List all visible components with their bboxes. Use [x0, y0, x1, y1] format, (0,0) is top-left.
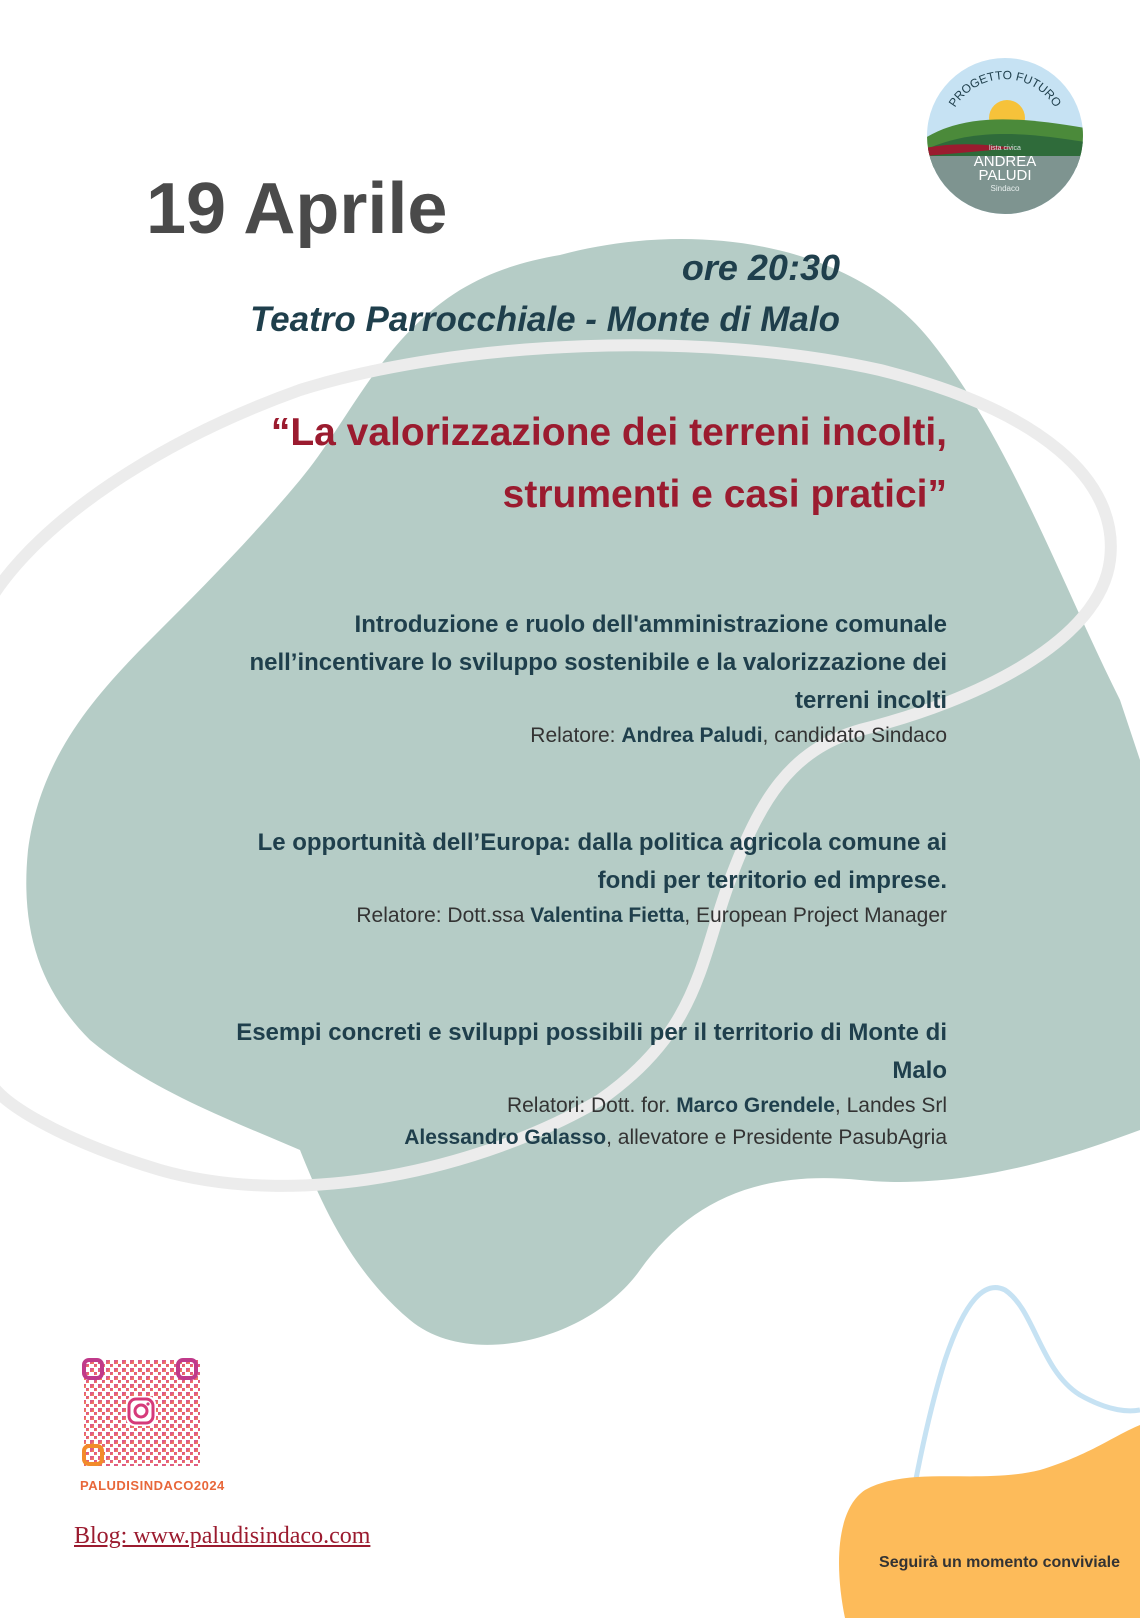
- orange-corner-shape: [839, 1425, 1140, 1618]
- talk-speaker: [107, 720, 947, 752]
- event-date: 19 Aprile: [146, 169, 448, 249]
- conviviale-note: Seguirà un momento conviviale: [879, 1554, 1120, 1571]
- event-title-line1: “La valorizzazione dei terreni incolti,: [270, 411, 947, 454]
- speaker-name: Andrea Paludi: [621, 724, 763, 747]
- talk-title-line: Esempi concreti e sviluppi possibili per il territorio di Monte di: [236, 1019, 947, 1046]
- talk-title-line: Introduzione e ruolo dell'amministrazione comunale: [354, 611, 947, 638]
- talk-title-line: terreni incolti: [794, 687, 947, 714]
- speaker-name: Valentina Fietta: [530, 904, 685, 927]
- speaker-prefix: Relatore: Dott.ssa: [356, 904, 531, 927]
- talk-title: [107, 606, 947, 720]
- talk-speaker: [107, 1090, 947, 1154]
- speaker-name: Marco Grendele: [676, 1094, 835, 1117]
- talk-title: [107, 1014, 947, 1090]
- qr-code-label: PALUDISINDACO2024: [80, 1478, 225, 1493]
- speaker-prefix: Relatori: Dott. for.: [506, 1094, 677, 1117]
- speaker-prefix: Relatore:: [530, 724, 622, 747]
- logo-subtitle: Sindaco: [990, 184, 1020, 193]
- event-title-line2: strumenti e casi pratici”: [502, 473, 947, 516]
- speaker-role: , Landes Srl: [834, 1094, 947, 1117]
- speaker-role: , European Project Manager: [684, 904, 947, 927]
- talk-title-line: nell’incentivare lo sviluppo sostenibile e la valorizzazione dei: [249, 649, 947, 676]
- event-title: [147, 402, 947, 526]
- talk-title-line: Le opportunità dell’Europa: dalla politica agricola comune ai: [257, 829, 947, 856]
- speaker-name: Alessandro Galasso: [404, 1126, 607, 1149]
- blog-link[interactable]: Blog: www.paludisindaco.com: [74, 1523, 371, 1549]
- instagram-qr-code[interactable]: [74, 1352, 214, 1477]
- logo-name-line2: PALUDI: [978, 167, 1032, 184]
- talk-speaker: [107, 900, 947, 932]
- logo-small-text: lista civica: [989, 145, 1021, 152]
- talk-title-line: fondi per territorio ed imprese.: [597, 867, 947, 894]
- talk-item-3: [107, 1014, 947, 1154]
- logo-arc-text: PROGETTO FUTURO: [945, 68, 1065, 110]
- speaker-role: , candidato Sindaco: [762, 724, 947, 747]
- talk-item-1: [107, 606, 947, 752]
- talk-item-2: [107, 824, 947, 932]
- event-venue: Teatro Parrocchiale - Monte di Malo: [250, 300, 840, 339]
- event-time: ore 20:30: [681, 247, 840, 288]
- talk-title-line: Malo: [892, 1057, 947, 1084]
- logo-name-line1: ANDREA: [973, 153, 1037, 170]
- talk-title: [107, 824, 947, 900]
- speaker-role: , allevatore e Presidente PasubAgria: [606, 1126, 947, 1149]
- qr-code-icon: [74, 1352, 204, 1472]
- logo-badge: [925, 56, 1085, 216]
- logo-svg: [925, 56, 1085, 216]
